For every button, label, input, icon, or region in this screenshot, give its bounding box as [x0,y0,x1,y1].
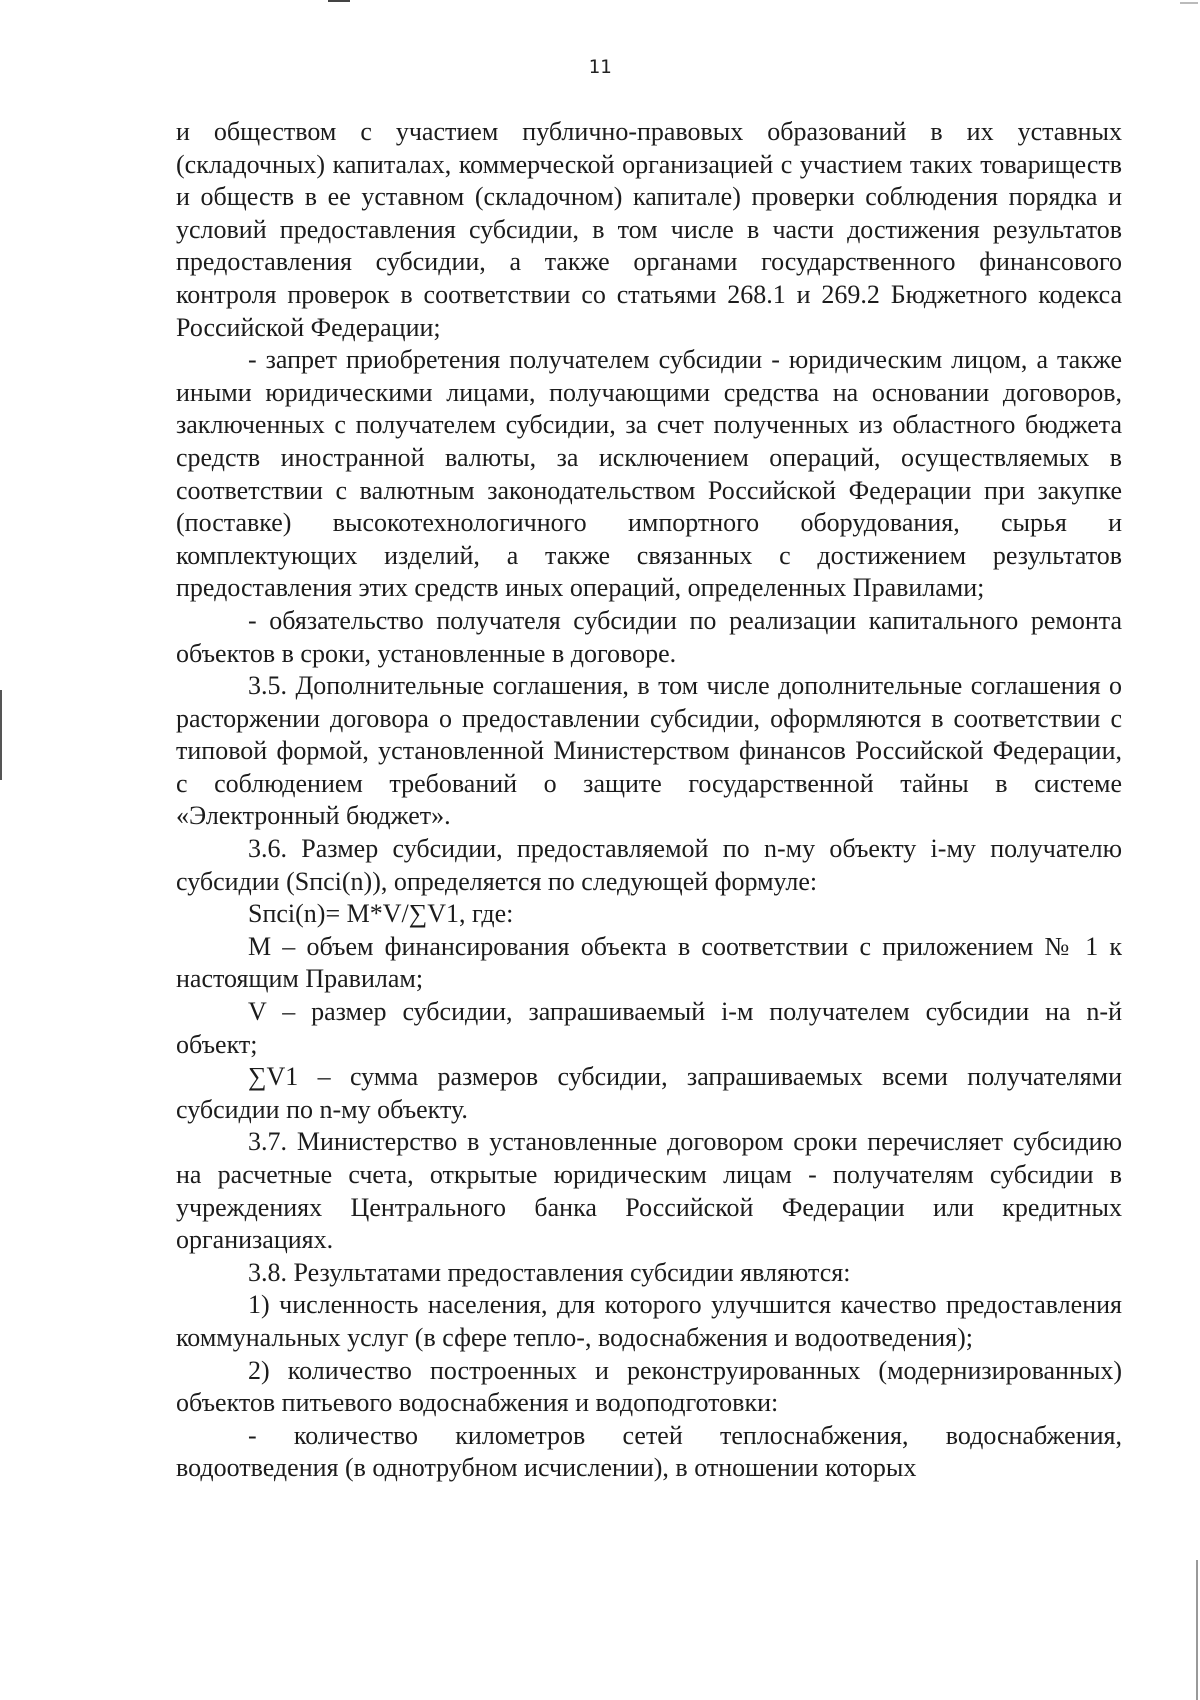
paragraph: и обществом с участием публично-правовых образований в их уставных (складочных) капиталах, коммерческой организацией с участием таких товариществ и обществ в ее уставном (складочном) капитале) проверки соблюдения порядка и условий предоставления субсидии, в том числе в части достижения результатов предоставления субсидии, а также органами государственного финансового контроля проверок в соответствии со статьями 268.1 и 269.2 Бюджетного кодекса Российской Федерации; [176,117,1122,342]
scan-artifact [1180,2,1198,4]
scan-artifact [328,0,350,2]
formula: Sпсi(n)= M*V/∑V1, где: [248,899,514,929]
paragraph: - запрет приобретения получателем субсидии - юридическим лицом, а также иными юридическими лицами, получающими средства на основании договоров, заключенных с получателем субсидии, за счет полученных из областного бюджета средств иностранной валюты, за исключением операций, осуществляемых в соответствии с валютным законодательством Российской Федерации при закупке (поставке) высокотехнологичного импортного оборудования, сырья и комплектующих изделий, а также связанных с достижением результатов предоставления этих средств иных операций, определенных Правилами; [176,345,1122,603]
page-number: 11 [588,56,612,78]
list-item: 2) количество построенных и реконструированных (модернизированных) объектов питьевого водоснабжения и водоподготовки: [176,1355,1122,1418]
paragraph: - обязательство получателя субсидии по реализации капитального ремонта объектов в сроки, установленные в договоре. [176,605,1122,668]
paragraph: ∑V1 – сумма размеров субсидии, запрашиваемых всеми получателями субсидии по n-му объекту. [176,1062,1122,1124]
body-text [176,116,1122,1485]
paragraph: M – объем финансирования объекта в соответствии с приложением № 1 к настоящим Правилам; [176,931,1122,994]
paragraph: 3.6. Размер субсидии, предоставляемой по n-му объекту i-му получателю субсидии (Sпсi(n)), определяется по следующей формуле: [176,834,1122,896]
list-item: 1) численность населения, для которого улучшится качество предоставления коммунальных услуг (в сфере тепло-, водоснабжения и водоотведения); [176,1290,1122,1352]
paragraph: 3.8. Результатами предоставления субсидии являются: [248,1257,851,1287]
paragraph: 3.5. Дополнительные соглашения, в том числе дополнительные соглашения о расторжении договора о предоставлении субсидии, оформляются в соответствии с типовой формой, установленной Министерством финансов Российской Федерации, с соблюдением требований о защите государственной тайны в системе «Электронный бюджет». [176,671,1122,831]
paragraph: V – размер субсидии, запрашиваемый i-м получателем субсидии на n-й объект; [176,997,1122,1059]
paragraph: 3.7. Министерство в установленные договором сроки перечисляет субсидию на расчетные счета, открытые юридическим лицам - получателям субсидии в учреждениях Центрального банка Российской Федерации или кредитных организациях. [176,1127,1122,1255]
paragraph: - количество километров сетей теплоснабжения, водоснабжения, водоотведения (в однотрубном исчислении), в отношении которых [176,1420,1122,1483]
scan-artifact [1196,1560,1198,1700]
scan-artifact [0,690,2,780]
